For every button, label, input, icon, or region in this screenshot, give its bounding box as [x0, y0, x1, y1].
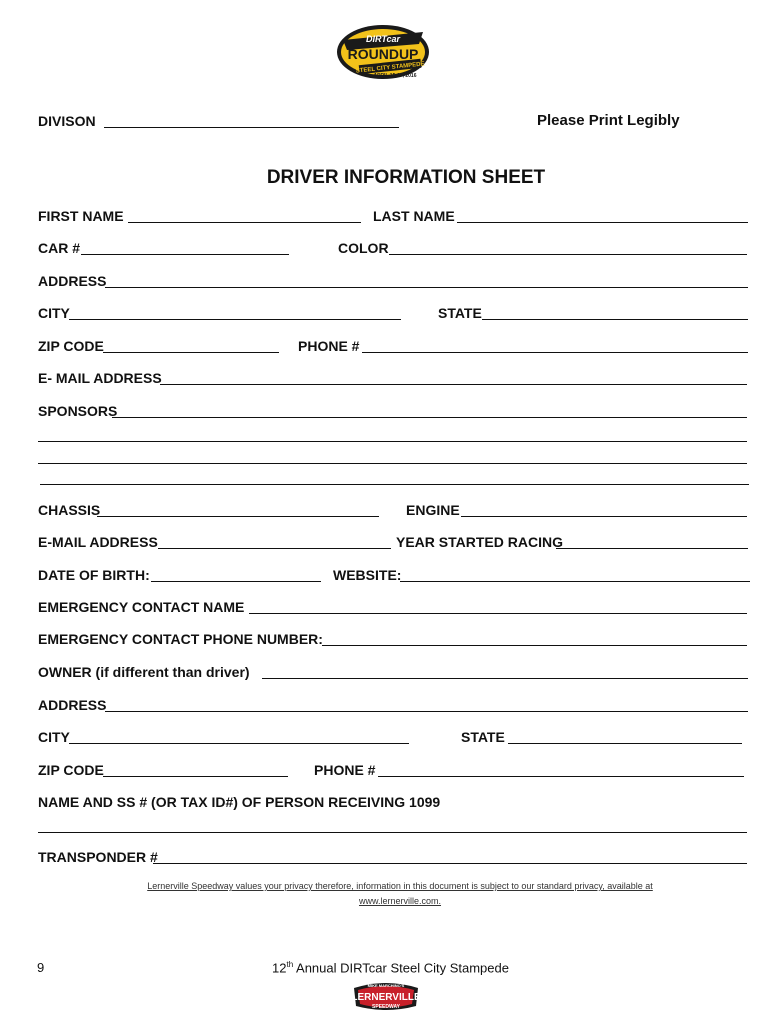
year-started-label: YEAR STARTED RACING — [396, 534, 563, 550]
phone-field[interactable] — [362, 352, 748, 353]
event-name: Annual DIRTcar Steel City Stampede — [293, 960, 509, 976]
transponder-field[interactable] — [153, 863, 747, 864]
first-name-field[interactable] — [128, 222, 361, 223]
logo-text-roundup: ROUNDUP — [347, 46, 419, 62]
address-label: ADDRESS — [38, 273, 107, 289]
form-title: DRIVER INFORMATION SHEET — [266, 167, 546, 188]
ss-tax-id-label: NAME AND SS # (OR TAX ID#) OF PERSON RECEIVING 1099 — [38, 794, 441, 810]
year-started-field[interactable] — [556, 548, 748, 549]
website-label: WEBSITE: — [333, 567, 402, 583]
print-legibly-note: Please Print Legibly — [537, 112, 680, 129]
emergency-contact-name-field[interactable] — [249, 613, 747, 614]
privacy-note-link[interactable]: www.lernerville.com. — [358, 896, 442, 906]
logo-text-speedway: SPEEDWAY — [372, 1004, 400, 1010]
zip-code-label: ZIP CODE — [38, 338, 104, 354]
emergency-contact-phone-field[interactable] — [322, 645, 747, 646]
privacy-note-line-1: Lernerville Speedway values your privacy therefore, information in this document is subject to our standard privacy, available at — [147, 881, 653, 891]
chassis-label: CHASSIS — [38, 502, 101, 518]
division-label: DIVISON — [38, 113, 96, 129]
last-name-field[interactable] — [457, 222, 748, 223]
lernerville-speedway-logo — [350, 978, 422, 1014]
ss-tax-id-field[interactable] — [38, 832, 747, 833]
phone-label: PHONE # — [298, 338, 360, 354]
owner-state-field[interactable] — [508, 743, 742, 744]
logo-text-stampede: STEEL CITY STAMPEDE — [355, 61, 425, 75]
owner-state-label: STATE — [461, 729, 505, 745]
event-footer-title — [272, 960, 509, 975]
state-field[interactable] — [482, 319, 748, 320]
address-field[interactable] — [105, 287, 748, 288]
date-of-birth-field[interactable] — [151, 581, 321, 582]
owner-phone-label: PHONE # — [314, 762, 376, 778]
email-address-field[interactable] — [158, 548, 391, 549]
event-number: 12 — [272, 960, 287, 976]
engine-field[interactable] — [461, 516, 747, 517]
city-field[interactable] — [69, 319, 401, 320]
email-label: E- MAIL ADDRESS — [38, 370, 162, 386]
sponsors-field-line-3[interactable] — [38, 463, 747, 464]
owner-label: OWNER (if different than driver) — [38, 664, 250, 680]
state-label: STATE — [438, 305, 482, 321]
owner-city-label: CITY — [38, 729, 70, 745]
sponsors-field-line-4[interactable] — [40, 484, 749, 485]
color-field[interactable] — [389, 254, 747, 255]
sponsors-field[interactable] — [112, 417, 747, 418]
car-number-field[interactable] — [81, 254, 289, 255]
chassis-field[interactable] — [97, 516, 379, 517]
logo-text-lernerville: LERNERVILLE — [351, 992, 421, 1003]
owner-address-label: ADDRESS — [38, 697, 107, 713]
color-label: COLOR — [338, 240, 389, 256]
owner-zip-label: ZIP CODE — [38, 762, 104, 778]
page-number: 9 — [37, 960, 45, 975]
division-field[interactable] — [104, 127, 399, 128]
last-name-label: LAST NAME — [373, 208, 455, 224]
zip-code-field[interactable] — [103, 352, 279, 353]
sponsors-label: SPONSORS — [38, 403, 118, 419]
owner-zip-field[interactable] — [103, 776, 288, 777]
email-address-label: E-MAIL ADDRESS — [38, 534, 158, 550]
emergency-contact-phone-label: EMERGENCY CONTACT PHONE NUMBER: — [38, 631, 323, 647]
logo-text-owner: MIKE MARCHINO'S — [367, 983, 405, 988]
transponder-label: TRANSPONDER # — [38, 849, 158, 865]
date-of-birth-label: DATE OF BIRTH: — [38, 567, 150, 583]
owner-address-field[interactable] — [105, 711, 748, 712]
emergency-contact-name-label: EMERGENCY CONTACT NAME — [38, 599, 245, 615]
logo-text-dirtcar: DIRTcar — [365, 34, 401, 44]
owner-phone-field[interactable] — [378, 776, 744, 777]
sponsors-field-line-2[interactable] — [38, 441, 747, 442]
engine-label: ENGINE — [406, 502, 460, 518]
owner-city-field[interactable] — [69, 743, 409, 744]
car-number-label: CAR # — [38, 240, 81, 256]
dirtcar-roundup-logo — [333, 18, 433, 82]
first-name-label: FIRST NAME — [38, 208, 124, 224]
city-label: CITY — [38, 305, 70, 321]
website-field[interactable] — [400, 581, 750, 582]
email-field[interactable] — [160, 384, 747, 385]
owner-field[interactable] — [262, 678, 748, 679]
logo-text-date: APRIL 15-17, 2016 — [373, 73, 417, 79]
event-number-suffix: th — [286, 960, 294, 969]
